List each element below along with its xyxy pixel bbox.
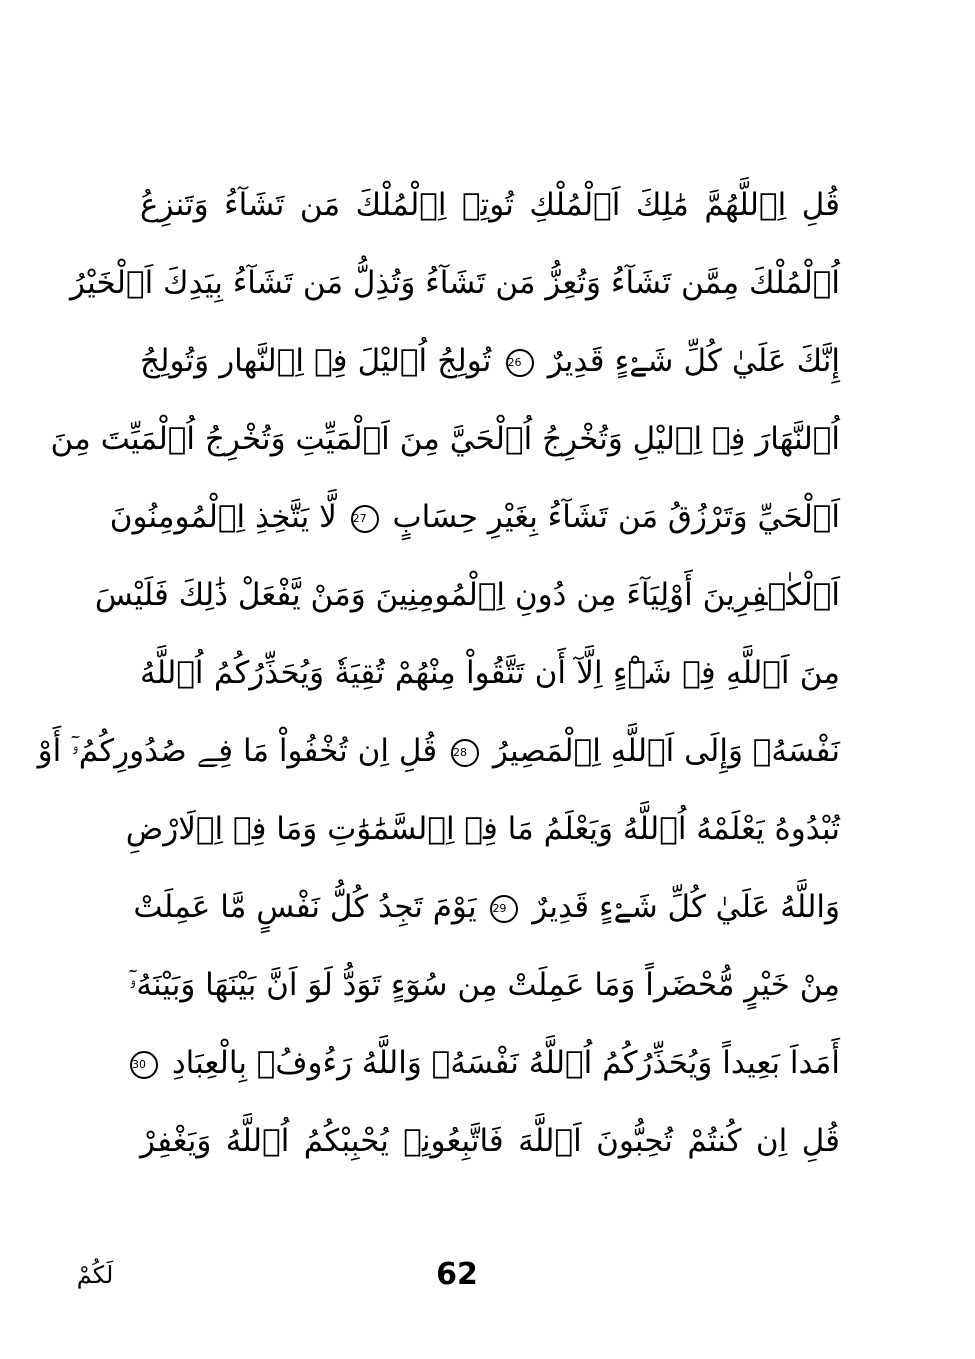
- ayah-number-marker: 29: [490, 895, 518, 923]
- verse-line-2: [70, 248, 840, 318]
- verse-text: نَفْسَهُۥ وَإِلَى اَ۬للَّهِ اِ۬لْمَصِيرُ: [492, 733, 840, 769]
- verse-line-9: [125, 794, 840, 864]
- verse-line-12: [132, 1028, 840, 1098]
- verse-text: اَ۬لْحَيِّ وَتَرْزُقُ مَن تَشَآءُ بِغَيْرِ حِسَابٍ: [392, 499, 840, 535]
- page-number: 62: [436, 1257, 478, 1292]
- verse-text: وَاللَّهُ عَلَيٰ كُلِّ شَےْءٍ قَدِيرٌ: [532, 889, 840, 925]
- verse-line-11: [128, 950, 840, 1020]
- verse-line-4: [50, 404, 840, 474]
- verse-line-5: [109, 482, 840, 552]
- verse-text: يَوْمَ تَجِدُ كُلُّ نَفْسٍ مَّا عَمِلَتْ: [133, 889, 477, 925]
- ayah-number-marker: 30: [130, 1051, 158, 1079]
- ayah-number-marker: 26: [506, 349, 534, 377]
- verse-text: تُبْدُوهُ يَعْلَمْهُ اُ۬للَّهُ وَيَعْلَمُ مَا فِے اِ۬لسَّمَٰوَٰتِ وَمَا فِے اِ۬لَارْضِ: [125, 811, 840, 847]
- verse-text: اَ۬لْكٰ۪فِرِينَ أَوْلِيَآءَ مِن دُونِ اِ۬لْمُومِنِينَ وَمَنْ يَّفْعَلْ ذَٰلِكَ فَلَيْسَ: [94, 577, 840, 613]
- verse-text: أَمَداَ بَعِيداً وَيُحَذِّرُكُمُ اُ۬للَّهُ نَفْسَهُۥ وَاللَّهُ رَءُوفُۢ بِالْعِبَادِ: [171, 1045, 840, 1081]
- verse-block: [37, 170, 841, 1170]
- verse-text: اُ۬لْمُلْكَ مِمَّن تَشَآءُ وَتُعِزُّ مَن تَشَآءُ وَتُذِلُّ مَن تَشَآءُ بِيَدِكَ اَ۬لْخَيْرُ: [70, 265, 840, 301]
- verse-line-8: [37, 716, 840, 786]
- verse-text: مِنَ اَ۬للَّهِ فِے شَےْءٍ اِلَّآ أَن تَتَّقُواْ مِنْهُمْ تُقِيَةٗ وَيُحَذِّرُكُمُ اُ۬للَّهُ: [140, 655, 840, 691]
- verse-text: اُ۬لنَّهَارَ فِے اِ۬ليْلِ وَتُخْرِجُ اُ۬لْحَيَّ مِنَ اَ۬لْمَيِّتِ وَتُخْرِجُ اُ۬لْمَيِّتَ مِنَ: [50, 421, 840, 457]
- verse-line-1: [140, 170, 840, 240]
- verse-text: قُلِ اِن كُنتُمْ تُحِبُّونَ اَ۬للَّهَ فَاتَّبِعُونِے يُحْبِبْكُمُ اُ۬للَّهُ وَيَغْفِرْ: [140, 1123, 840, 1159]
- verse-text: إِنَّكَ عَلَيٰ كُلِّ شَےْءٍ قَدِيرٌ: [547, 343, 841, 379]
- verse-text: مِنْ خَيْرٍ مُّحْضَراً وَمَا عَمِلَتْ مِن سُوٓءٍ تَوَدُّ لَوَ اَنَّ بَيْنَهَا وَبَيْنَهُۥٓ: [128, 967, 840, 1003]
- verse-line-3: [140, 326, 840, 396]
- verse-text: قُلِ اِن تُخْفُواْ مَا فِے صُدُورِكُمُۥٓ أَوْ: [37, 733, 438, 769]
- verse-line-6: [94, 560, 840, 630]
- ayah-number-marker: 27: [351, 505, 379, 533]
- verse-line-13: [140, 1106, 840, 1176]
- catchword: لَكُمْ: [76, 1261, 114, 1289]
- ayah-number-marker: 28: [451, 739, 479, 767]
- verse-text: قُلِ اِ۬للَّهُمَّ مَٰلِكَ اَ۬لْمُلْكِ تُوتِے اِ۬لْمُلْكَ مَن تَشَآءُ وَتَنزِعُ: [140, 187, 840, 223]
- verse-line-7: [140, 638, 840, 708]
- verse-text: لَّا يَتَّخِذِ اِ۬لْمُومِنُونَ: [109, 499, 337, 535]
- verse-line-10: [133, 872, 840, 942]
- verse-text: تُولِجُ اُ۬ليْلَ فِے اِ۬لنَّهار وَتُولِجُ: [140, 343, 492, 379]
